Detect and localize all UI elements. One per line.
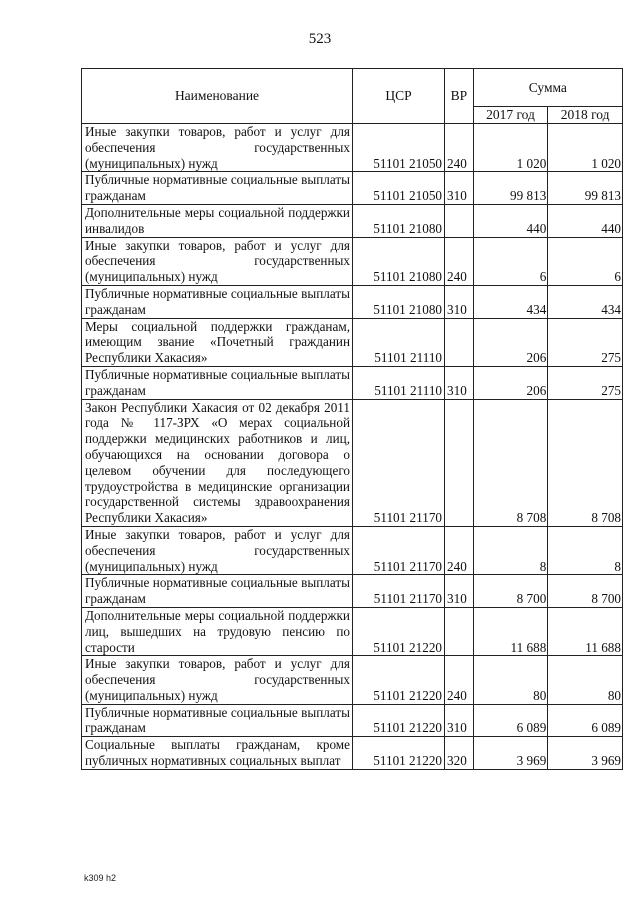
- row-2018: 440: [548, 204, 623, 237]
- row-name: Публичные нормативные социальные выплаты гражданам: [82, 285, 353, 318]
- row-2018: 8: [548, 526, 623, 574]
- row-vr: [445, 399, 474, 526]
- row-vr: 240: [445, 124, 474, 172]
- row-name: Публичные нормативные социальные выплаты гражданам: [82, 575, 353, 608]
- row-2018: 11 688: [548, 607, 623, 655]
- row-2017: 206: [473, 318, 548, 366]
- row-csr: 51101 21080: [353, 204, 445, 237]
- row-csr: 51101 21080: [353, 237, 445, 285]
- row-2018: 6 089: [548, 704, 623, 737]
- row-csr: 51101 21170: [353, 399, 445, 526]
- row-2018: 3 969: [548, 737, 623, 770]
- header-year-2017: 2017 год: [473, 107, 548, 124]
- row-vr: [445, 204, 474, 237]
- row-csr: 51101 21220: [353, 737, 445, 770]
- table-row: [82, 124, 623, 172]
- row-vr: 310: [445, 575, 474, 608]
- row-name: Социальные выплаты гражданам, кроме публичных нормативных социальных выплат: [82, 737, 353, 770]
- row-vr: 240: [445, 526, 474, 574]
- row-2018: 1 020: [548, 124, 623, 172]
- row-csr: 51101 21110: [353, 318, 445, 366]
- row-vr: 310: [445, 366, 474, 399]
- table-row: [82, 575, 623, 608]
- table-header: [82, 69, 623, 124]
- row-csr: 51101 21220: [353, 607, 445, 655]
- row-name: Иные закупки товаров, работ и услуг для обеспечения государственных (муниципальных) нужд: [82, 237, 353, 285]
- row-2018: 275: [548, 318, 623, 366]
- row-name: Публичные нормативные социальные выплаты гражданам: [82, 704, 353, 737]
- row-vr: [445, 607, 474, 655]
- row-vr: [445, 318, 474, 366]
- row-csr: 51101 21220: [353, 704, 445, 737]
- table-row: [82, 285, 623, 318]
- row-name: Иные закупки товаров, работ и услуг для обеспечения государственных (муниципальных) нужд: [82, 656, 353, 704]
- row-2018: 434: [548, 285, 623, 318]
- header-csr: ЦСР: [353, 69, 445, 124]
- page-number: 523: [308, 31, 332, 47]
- table-row: [82, 737, 623, 770]
- table-row: [82, 704, 623, 737]
- row-name: Публичные нормативные социальные выплаты гражданам: [82, 172, 353, 205]
- row-vr: 240: [445, 656, 474, 704]
- row-name: Иные закупки товаров, работ и услуг для обеспечения государственных (муниципальных) нужд: [82, 124, 353, 172]
- row-csr: 51101 21220: [353, 656, 445, 704]
- row-name: Дополнительные меры социальной поддержки инвалидов: [82, 204, 353, 237]
- row-2017: 11 688: [473, 607, 548, 655]
- table-row: [82, 607, 623, 655]
- row-2017: 8 708: [473, 399, 548, 526]
- row-name: Иные закупки товаров, работ и услуг для обеспечения государственных (муниципальных) нужд: [82, 526, 353, 574]
- header-sum: Сумма: [473, 69, 622, 107]
- header-year-2018: 2018 год: [548, 107, 623, 124]
- row-2017: 6: [473, 237, 548, 285]
- row-vr: 320: [445, 737, 474, 770]
- table-row: [82, 399, 623, 526]
- row-2017: 1 020: [473, 124, 548, 172]
- budget-table: [81, 68, 623, 770]
- row-csr: 51101 21080: [353, 285, 445, 318]
- table-row: [82, 172, 623, 205]
- row-name: Дополнительные меры социальной поддержки лиц, вышедших на трудовую пенсию по старости: [82, 607, 353, 655]
- row-2017: 3 969: [473, 737, 548, 770]
- row-2017: 99 813: [473, 172, 548, 205]
- row-vr: 310: [445, 285, 474, 318]
- table-row: [82, 656, 623, 704]
- row-2018: 6: [548, 237, 623, 285]
- row-csr: 51101 21170: [353, 526, 445, 574]
- row-vr: 240: [445, 237, 474, 285]
- table-row: [82, 237, 623, 285]
- row-vr: 310: [445, 704, 474, 737]
- row-2018: 8 708: [548, 399, 623, 526]
- row-2017: 8 700: [473, 575, 548, 608]
- row-2018: 99 813: [548, 172, 623, 205]
- row-csr: 51101 21050: [353, 124, 445, 172]
- row-2018: 80: [548, 656, 623, 704]
- row-2017: 206: [473, 366, 548, 399]
- row-2017: 434: [473, 285, 548, 318]
- row-name: Закон Республики Хакасия от 02 декабря 2011 года № 117-ЗРХ «О мерах социальной поддержки медицинских работников и лиц, обучающихся на основании договора о целевом обучении для последующего трудоустройства в медицинские организации государственной системы здравоохранения Республики Хакасия»: [82, 399, 353, 526]
- row-2017: 6 089: [473, 704, 548, 737]
- header-name: Наименование: [82, 69, 353, 124]
- header-vr: ВР: [445, 69, 474, 124]
- row-name: Меры социальной поддержки гражданам, имеющим звание «Почетный гражданин Республики Хакасия»: [82, 318, 353, 366]
- row-2017: 8: [473, 526, 548, 574]
- row-csr: 51101 21110: [353, 366, 445, 399]
- table-body: [82, 124, 623, 770]
- footer-code: k309 h2: [84, 873, 117, 883]
- table-row: [82, 366, 623, 399]
- row-vr: 310: [445, 172, 474, 205]
- row-2018: 275: [548, 366, 623, 399]
- row-csr: 51101 21050: [353, 172, 445, 205]
- row-name: Публичные нормативные социальные выплаты гражданам: [82, 366, 353, 399]
- row-2017: 80: [473, 656, 548, 704]
- table-row: [82, 204, 623, 237]
- table-row: [82, 318, 623, 366]
- row-2017: 440: [473, 204, 548, 237]
- row-2018: 8 700: [548, 575, 623, 608]
- table-row: [82, 526, 623, 574]
- row-csr: 51101 21170: [353, 575, 445, 608]
